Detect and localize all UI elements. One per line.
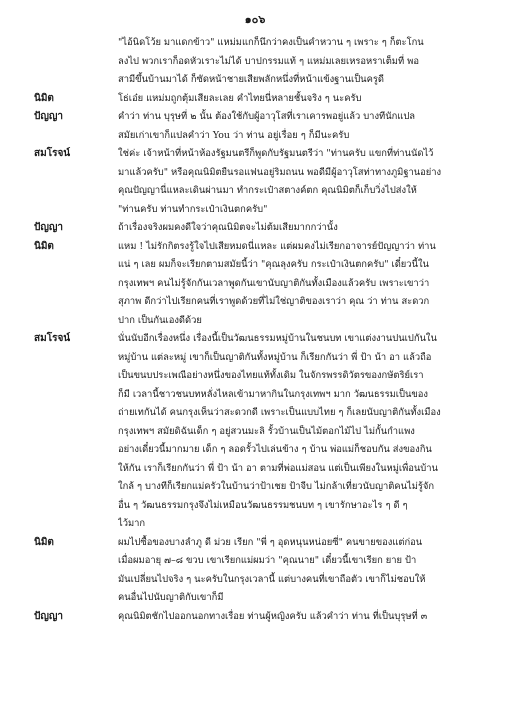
page-number: ๑๐๖ bbox=[244, 13, 266, 26]
text-line: ใช่ค่ะ เจ้าหน้าที่หน้าห้องรัฐมนตรีก็พูดกับรัฐมนตรีว่า "ท่านครับ แขกที่ท่านนัดไว้ bbox=[118, 148, 434, 159]
speaker-name: ปัญญา bbox=[34, 111, 64, 122]
speech-text bbox=[118, 534, 478, 608]
text-line: โธ่เอ๋ย แหม่มถูกตุ้มเสียละเลย คำไทยนี่หลายชั้นจริง ๆ นะครับ bbox=[118, 92, 362, 104]
speaker-name: นิมิต bbox=[34, 536, 54, 548]
speech-text bbox=[118, 34, 478, 90]
text-line: อื่น ๆ วัฒนธรรมกรุงจึงไม่เหมือนวัฒนธรรมชนบท ๆ เขารักษาอะไร ๆ ดี ๆ bbox=[118, 499, 408, 511]
text-line: คุณปัญญานี่แหละเดินผ่านมา ทำกระเป๋าสตางค์ตก คุณนิมิตก็เก็บวิ่งไปส่งให้ bbox=[118, 185, 417, 196]
text-line: เป็นขนบประเพณีอย่างหนึ่งของไทยแท้ทั้งเดิม ในจักรพรรดิวัตรของกษัตริย์เรา bbox=[118, 370, 424, 381]
speech-text bbox=[118, 145, 478, 219]
dialogue-entry bbox=[0, 238, 510, 331]
speech-text bbox=[118, 219, 478, 238]
text-line: คำว่า ท่าน บุรุษที่ ๒ นั้น ต้องใช้กับผู้อาวุโสที่เราเคารพอยู่แล้ว บางทีนักแปล bbox=[118, 111, 416, 122]
speaker-name: นิมิต bbox=[34, 240, 54, 252]
text-line: แหม ! ไม่รักกิตรงรู้ใจไปเสียหมดนี่แหละ แต่ผมคงไม่เรียกอาจารย์ปัญญาว่า ท่าน bbox=[118, 240, 436, 252]
text-line: กรุงเทพฯ คนไม่รู้จักกันเวลาพูดกันเขานับญาติกันทั้งเมืองแล้วครับ เพราะเขาว่า bbox=[118, 277, 430, 289]
speaker-name: ปัญญา bbox=[34, 610, 64, 622]
text-line: นั่นนับอีกเรื่องหนึ่ง เรื่องนี้เป็นวัฒนธรรมหมู่บ้านในชนบท เขาแต่งงานปนเปกันใน bbox=[118, 333, 437, 344]
text-line: "ไอ้นิดโว้ย มาแดกข้าว" แหม่มแกก็นึกว่าคงเป็นคำหวาน ๆ เพราะ ๆ ก็ตะโกน bbox=[118, 37, 424, 48]
text-line: คนอื่นไปนับญาติกับเขาก็มี bbox=[118, 592, 224, 603]
text-line: มันเปลี่ยนไปจริง ๆ นะครับในกรุงเวลานี้ แต่บางคนที่เขาถือตัว เขาก็ไม่ชอบให้ bbox=[118, 573, 426, 585]
speaker-name: สมโรจน์ bbox=[34, 333, 71, 344]
dialogue-body bbox=[0, 34, 510, 626]
text-line: ปาก เป็นกันเองดีด้วย bbox=[118, 314, 202, 326]
text-line: ถ่ายเทกันได้ คนกรุงเห็นว่าสะดวกดี เพราะเป็นแบบไทย ๆ ก็เลยนับญาติกันทั้งเมือง bbox=[118, 407, 441, 418]
dialogue-entry bbox=[0, 90, 510, 109]
dialogue-entry bbox=[0, 608, 510, 627]
speaker-name: ปัญญา bbox=[34, 222, 64, 233]
text-line: ผมไปซื้อของบางลำภู ดี ม่วย เรียก "พี่ ๆ อุดหนุนหน่อยซี่" คนขายของแต่ก่อน bbox=[118, 536, 423, 548]
text-line: สามีขึ้นบ้านมาได้ ก็ซัดหน้าชายเสียพลักหนึ่งที่หน้าแข้งฐานเป็นครูดี bbox=[118, 74, 384, 85]
dialogue-entry bbox=[0, 534, 510, 608]
text-line: อย่างเดี๋ยวนี้มากมาย เด็ก ๆ ลอดรั้วไปเล่นข้าง ๆ บ้าน พ่อแม่ก็ชอบกัน ส่งของกิน bbox=[118, 444, 432, 455]
text-line: หมู่บ้าน แต่ละหมู่ เขาก็เป็นญาติกันทั้งหมู่บ้าน ก็เรียกกันว่า พี่ ป้า น้า อา แล้วถือ bbox=[118, 351, 432, 363]
text-line: ลงไป พวกเราก็อดหัวเราะไม่ได้ บาปกรรมแท้ ๆ แหม่มเลยเหรอหราเต็มที่ พอ bbox=[118, 55, 419, 67]
text-line: ก็มี เวลานี้ชาวชนบทหลั่งไหลเข้ามาหากินในกรุงเทพฯ มาก วัฒนธรรมเป็นของ bbox=[118, 388, 428, 400]
dialogue-entry bbox=[0, 145, 510, 219]
text-line: เมื่อผมอายุ ๗–๘ ขวบ เขาเรียกแม่ผมว่า "คุณนาย" เดี๋ยวนี้เขาเรียก ยาย ป้า bbox=[118, 555, 417, 566]
text-line: "ท่านครับ ท่านทำกระเป๋าเงินตกครับ" bbox=[118, 203, 268, 215]
text-line: แน่ ๆ เลย ผมก็จะเรียกตามสมัยนี้ว่า "คุณลุงครับ กระเป๋าเงินตกครับ" เดี๋ยวนี้ใน bbox=[118, 259, 429, 270]
speech-text bbox=[118, 238, 478, 331]
dialogue-entry bbox=[0, 34, 510, 90]
text-line: ถ้าเรื่องจริงผมคงดีใจว่าคุณนิมิตจะไม่ต้มเสียมากกว่านั้ง bbox=[118, 222, 338, 233]
text-line: ให้กัน เราก็เรียกกันว่า พี่ ป้า น้า อา ตามที่พ่อแม่สอน แต่เป็นเพียงในหมู่เพื่อนบ้าน bbox=[118, 462, 438, 474]
speech-text bbox=[118, 108, 478, 145]
speech-text bbox=[118, 90, 478, 109]
dialogue-entry bbox=[0, 330, 510, 534]
text-line: ใกล้ ๆ บางทีก็เรียกแม่ครัวในบ้านว่าป้าเชย ป้าจีบ ไม่กล้าเที่ยวนับญาติคนไม่รู้จัก bbox=[118, 481, 435, 492]
speech-text bbox=[118, 608, 478, 627]
speech-text bbox=[118, 330, 478, 534]
speaker-name: สมโรจน์ bbox=[34, 148, 71, 159]
text-line: สุภาพ ดีกว่าไปเรียกคนที่เราพูดด้วยที่ไม่ใช่ญาติของเราว่า คุณ ว่า ท่าน สะดวก bbox=[118, 296, 430, 307]
text-line: สมัยเก่าเขาก็แปลคำว่า You ว่า ท่าน อยู่เรื่อย ๆ ก็มีนะครับ bbox=[118, 129, 350, 141]
dialogue-entry bbox=[0, 108, 510, 145]
dialogue-entry bbox=[0, 219, 510, 238]
text-line: ไว้มาก bbox=[118, 518, 146, 529]
speaker-name: นิมิต bbox=[34, 92, 54, 104]
text-line: มาแล้วครับ" หรือคุณนิมิตยืนรอแฟนอยู่ริมถนน พอดีมีผู้อาวุโสท่าทางภูมิฐานอย่าง bbox=[118, 166, 442, 178]
text-line: คุณนิมิตชักไปออกนอกทางเรื่อย ท่านผู้หญิงครับ แล้วคำว่า ท่าน ที่เป็นบุรุษที่ ๓ bbox=[118, 610, 428, 622]
text-line: กรุงเทพฯ สมัยดิฉันเด็ก ๆ อยู่สวนมะลิ รั้วบ้านเป็นไม้ตอกไม้ไป ไม่กั้นกำแพง bbox=[118, 425, 415, 437]
